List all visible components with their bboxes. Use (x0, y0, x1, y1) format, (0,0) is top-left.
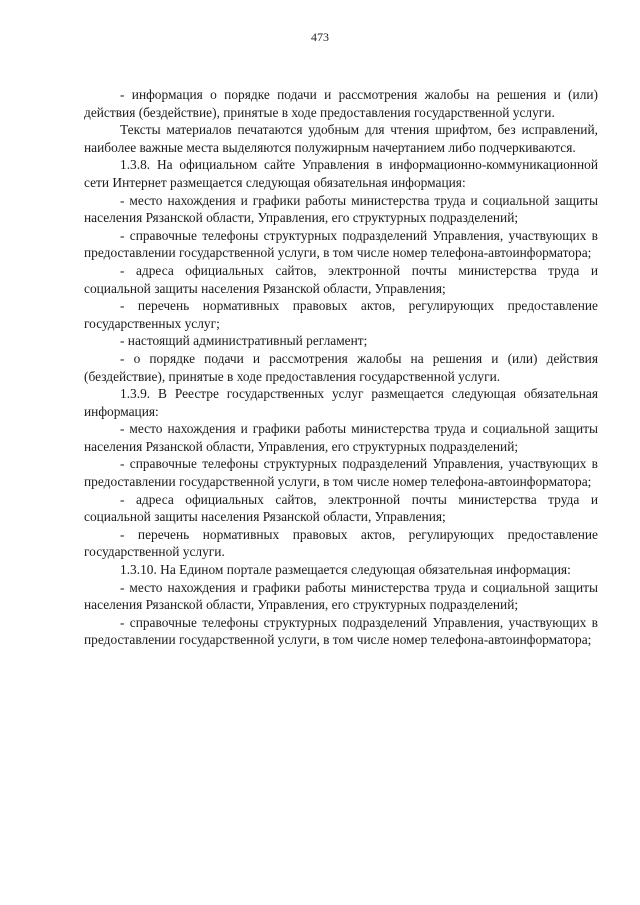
list-item: - перечень нормативных правовых актов, регулирующих предоставление государственной услуги. (84, 526, 598, 560)
list-item: - перечень нормативных правовых актов, регулирующих предоставление государственных услуг; (84, 298, 598, 331)
list-item: - справочные телефоны структурных подразделений Управления, участвующих в предоставлении государственной услуги, в том числе номер телефона-автоинформатора; (84, 614, 598, 648)
list-item: - место нахождения и графики работы министерства труда и социальной защиты населения Рязанской области, Управления, его структурных подразделений; (84, 192, 598, 226)
page-number: 473 (311, 30, 329, 44)
paragraph-section-1-3-9: 1.3.9. В Реестре государственных услуг размещается следующая обязательная информация: (84, 386, 598, 419)
list-item: - справочные телефоны структурных подразделений Управления, участвующих в предоставлении государственной услуги, в том числе номер телефона-автоинформатора; (84, 456, 598, 490)
list-item: - место нахождения и графики работы министерства труда и социальной защиты населения Рязанской области, Управления, его структурных подразделений; (84, 579, 598, 613)
paragraph-complaint-info: - информация о порядке подачи и рассмотрения жалобы на решения и (или) действия (бездействие), принятые в ходе предоставления государственной услуги. (84, 87, 598, 120)
list-item: - место нахождения и графики работы министерства труда и социальной защиты населения Рязанской области, Управления, его структурных подразделений; (84, 421, 598, 454)
paragraph-section-1-3-8: 1.3.8. На официальном сайте Управления в информационно-коммуникационной сети Интернет размещается следующая обязательная информация: (84, 157, 598, 190)
list-item: - справочные телефоны структурных подразделений Управления, участвующих в предоставлении государственной услуги, в том числе номер телефона-автоинформатора; (84, 227, 598, 261)
list-item: - адреса официальных сайтов, электронной почты министерства труда и социальной защиты населения Рязанской области, Управления; (84, 491, 598, 525)
list-item: - адреса официальных сайтов, электронной почты министерства труда и социальной защиты населения Рязанской области, Управления; (84, 262, 598, 296)
list-item: - о порядке подачи и рассмотрения жалобы на решения и (или) действия (бездействие), принятые в ходе предоставления государственной услуги. (84, 350, 598, 384)
paragraph-section-1-3-10: 1.3.10. На Едином портале размещается следующая обязательная информация: (120, 562, 571, 578)
list-item: - настоящий административный регламент; (120, 333, 368, 349)
document-body (84, 86, 598, 649)
paragraph-text-formatting: Тексты материалов печатаются удобным для чтения шрифтом, без исправлений, наиболее важные места выделяются полужирным начертанием либо подчеркиваются. (84, 122, 598, 155)
